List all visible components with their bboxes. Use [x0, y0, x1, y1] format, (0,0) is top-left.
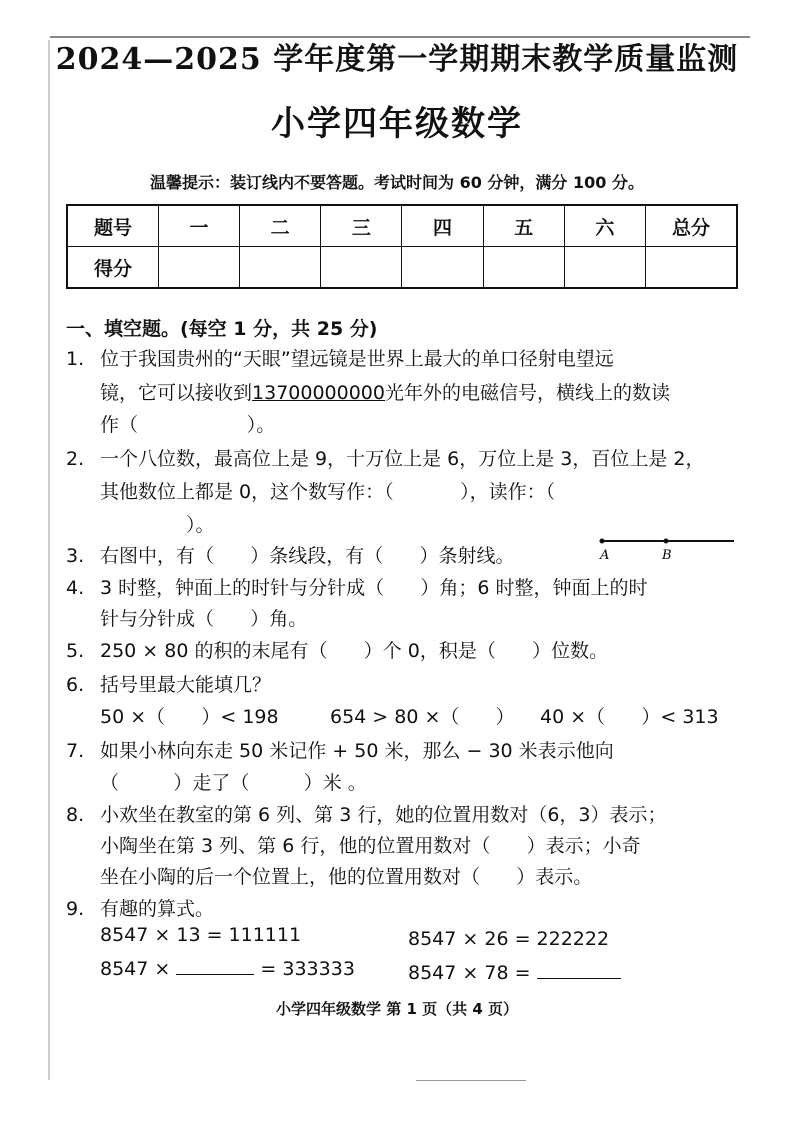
- point-b-label: B: [662, 548, 672, 563]
- inequality-3: 40 ×（ ）< 313: [540, 706, 719, 728]
- question-number: 9.: [66, 898, 85, 920]
- question-text: 250 × 80 的积的末尾有（ ）个 0，积是（ ）位数。: [100, 640, 609, 662]
- question-1-line-3: 作（ ）。: [100, 414, 276, 436]
- point-a-label: A: [600, 548, 610, 563]
- answer-blank[interactable]: [537, 960, 621, 979]
- question-number: 5.: [66, 640, 85, 662]
- score-table-score-row: [67, 247, 737, 289]
- question-1: [66, 344, 614, 371]
- score-input-cell[interactable]: [158, 247, 239, 289]
- question-text: 右图中，有（ ）条线段，有（ ）条射线。: [100, 545, 515, 567]
- score-table-cell: 三: [321, 205, 402, 247]
- score-table-cell: 题号: [67, 205, 158, 247]
- inequality-2: 654 > 80 ×（ ）: [330, 706, 515, 728]
- equation-1: 8547 × 13 = 111111: [100, 924, 302, 946]
- exam-subtitle: 小学四年级数学: [271, 104, 523, 144]
- section-heading: 一、填空题。(每空 1 分，共 25 分): [66, 318, 378, 340]
- question-8: [66, 800, 667, 827]
- question-2-line-3: ）。: [186, 514, 215, 536]
- equation-text: 8547 × 78 =: [408, 962, 531, 984]
- score-input-cell[interactable]: [402, 247, 483, 289]
- question-text: 3 时整，钟面上的时针与分针成（ ）角；6 时整，钟面上的时: [100, 577, 648, 599]
- score-row-label: 得分: [67, 247, 158, 289]
- scan-edge-line: [48, 40, 50, 1080]
- page-footer: 小学四年级数学 第 1 页（共 4 页）: [276, 1000, 518, 1018]
- equation-3: [100, 956, 355, 980]
- equation-text: = 333333: [260, 958, 355, 980]
- question-text: 有趣的算式。: [100, 898, 215, 920]
- score-table: [66, 204, 738, 289]
- score-input-cell[interactable]: [646, 247, 737, 289]
- score-input-cell[interactable]: [483, 247, 564, 289]
- equation-4: [408, 960, 621, 984]
- score-table-cell: 总分: [646, 205, 737, 247]
- score-table-cell: 二: [240, 205, 321, 247]
- question-4: [66, 573, 648, 600]
- question-7: [66, 736, 614, 763]
- point-a-dot: [600, 539, 605, 544]
- exam-title: 2024—2025 学年度第一学期期末教学质量监测: [55, 42, 739, 77]
- question-text: 镜，它可以接收到: [100, 382, 253, 404]
- question-2-line-2: 其他数位上都是 0，这个数写作：（ ），读作：（: [100, 481, 556, 503]
- question-text: 如果小林向东走 50 米记作 + 50 米，那么 − 30 米表示他向: [100, 740, 614, 762]
- question-number: 7.: [66, 740, 85, 762]
- score-table-header-row: [67, 205, 737, 247]
- answer-blank[interactable]: [176, 956, 254, 975]
- question-text: 括号里最大能填几？: [100, 674, 272, 696]
- question-4-line-2: 针与分针成（ ）角。: [100, 608, 308, 630]
- line-figure: [596, 533, 736, 563]
- question-number: 4.: [66, 577, 85, 599]
- question-8-line-3: 坐在小陶的后一个位置上，他的位置用数对（ ）表示。: [100, 866, 593, 888]
- question-9: [66, 894, 214, 921]
- question-2: [66, 444, 705, 471]
- question-text: 小欢坐在教室的第 6 列、第 3 行，她的位置用数对（6，3）表示；: [100, 804, 667, 826]
- point-b-dot: [664, 539, 669, 544]
- question-text: 光年外的电磁信号，横线上的数读: [385, 382, 671, 404]
- exam-tip: 温馨提示：装订线内不要答题。考试时间为 60 分钟，满分 100 分。: [150, 173, 644, 192]
- score-input-cell[interactable]: [240, 247, 321, 289]
- question-number: 6.: [66, 674, 85, 696]
- equation-2: 8547 × 26 = 222222: [408, 928, 610, 950]
- underlined-number: 13700000000: [252, 382, 385, 404]
- score-table-cell: 六: [564, 205, 645, 247]
- score-table-cell: 一: [158, 205, 239, 247]
- question-6: [66, 670, 271, 697]
- score-input-cell[interactable]: [564, 247, 645, 289]
- question-text: 位于我国贵州的“天眼”望远镜是世界上最大的单口径射电望远: [100, 348, 614, 370]
- scan-bottom-line: [416, 1080, 526, 1081]
- score-table-cell: 四: [402, 205, 483, 247]
- equation-text: 8547 ×: [100, 958, 171, 980]
- question-number: 1.: [66, 348, 85, 370]
- question-5: [66, 636, 608, 663]
- question-3: [66, 541, 514, 568]
- score-table-cell: 五: [483, 205, 564, 247]
- question-8-line-2: 小陶坐在第 3 列、第 6 行，他的位置用数对（ ）表示；小奇: [100, 835, 641, 857]
- question-text: 一个八位数，最高位上是 9，十万位上是 6，万位上是 3，百位上是 2，: [100, 448, 705, 470]
- question-7-line-2: （ ）走了（ ）米 。: [100, 772, 367, 794]
- question-1-line-2: [100, 378, 670, 405]
- score-input-cell[interactable]: [321, 247, 402, 289]
- inequality-1: 50 ×（ ）< 198: [100, 706, 279, 728]
- question-number: 2.: [66, 448, 85, 470]
- question-number: 8.: [66, 804, 85, 826]
- question-number: 3.: [66, 545, 85, 567]
